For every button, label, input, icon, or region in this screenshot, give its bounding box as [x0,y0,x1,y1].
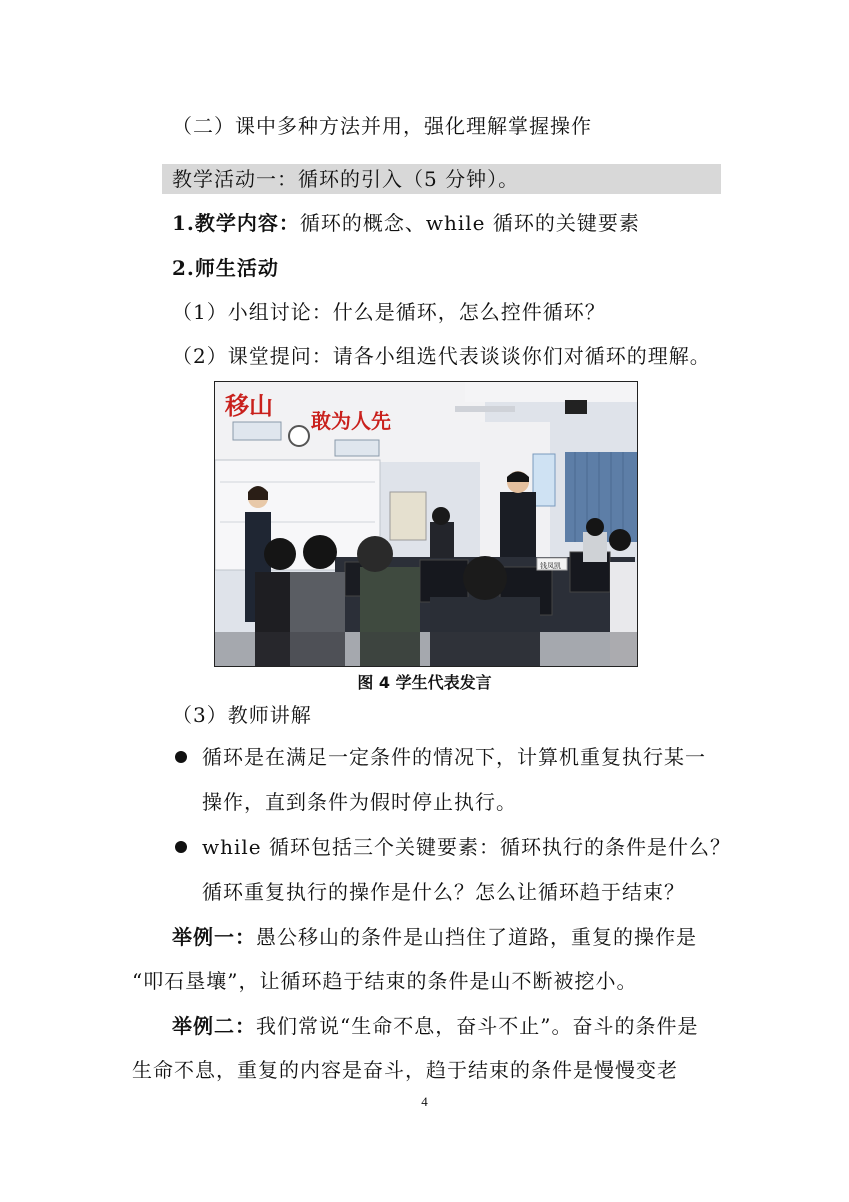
section-heading: （二）课中多种方法并用，强化理解掌握操作 [172,114,592,138]
example-1-text: 愚公移山的条件是山挡住了道路，重复的操作是 [256,925,697,949]
sub-item-1: （1）小组讨论：什么是循环，怎么控件循环？ [172,300,606,324]
example-1-line-2: “叩石垦壤”，让循环趋于结束的条件是山不断被挖小。 [132,969,638,993]
banner-left: 移山 [225,392,273,420]
example-2-label: 举例二： [172,1014,256,1038]
item-1-text: 循环的概念、while 循环的关键要素 [299,211,640,235]
example-1-label: 举例一： [172,925,256,949]
figure-caption: 图 4 学生代表发言 [357,673,492,692]
bullet-2-line-2: 循环重复执行的操作是什么？怎么让循环趋于结束？ [202,880,685,904]
example-2-line-2: 生命不息，重复的内容是奋斗，趋于结束的条件是慢慢变老 [132,1058,678,1082]
example-2-line-1 [172,1012,698,1040]
item-1 [172,209,640,237]
sub-item-3: （3）教师讲解 [172,703,312,727]
item-2-label: 2.师生活动 [172,256,279,280]
page-number: 4 [421,1094,428,1109]
example-2-text: 我们常说“生命不息，奋斗不止”。奋斗的条件是 [256,1014,699,1038]
bullet-1-line-2: 操作，直到条件为假时停止执行。 [202,790,517,814]
sub-item-2: （2）课堂提问：请各小组选代表谈谈你们对循环的理解。 [172,344,711,368]
activity-title: 教学活动一：循环的引入（5 分钟）。 [172,167,520,191]
desk-sign: 钱凤凯 [540,562,561,570]
example-1-line-1 [172,923,697,951]
item-1-label: 1.教学内容： [172,211,300,235]
bullet-1-line-1: 循环是在满足一定条件的情况下，计算机重复执行某一 [202,745,706,769]
bullet-dot-1 [175,751,187,763]
bullet-dot-2 [175,841,187,853]
banner-right: 敢为人先 [311,409,391,433]
classroom-photo [214,381,638,667]
bullet-2-line-1: while 循环包括三个关键要素：循环执行的条件是什么？ [202,835,731,859]
